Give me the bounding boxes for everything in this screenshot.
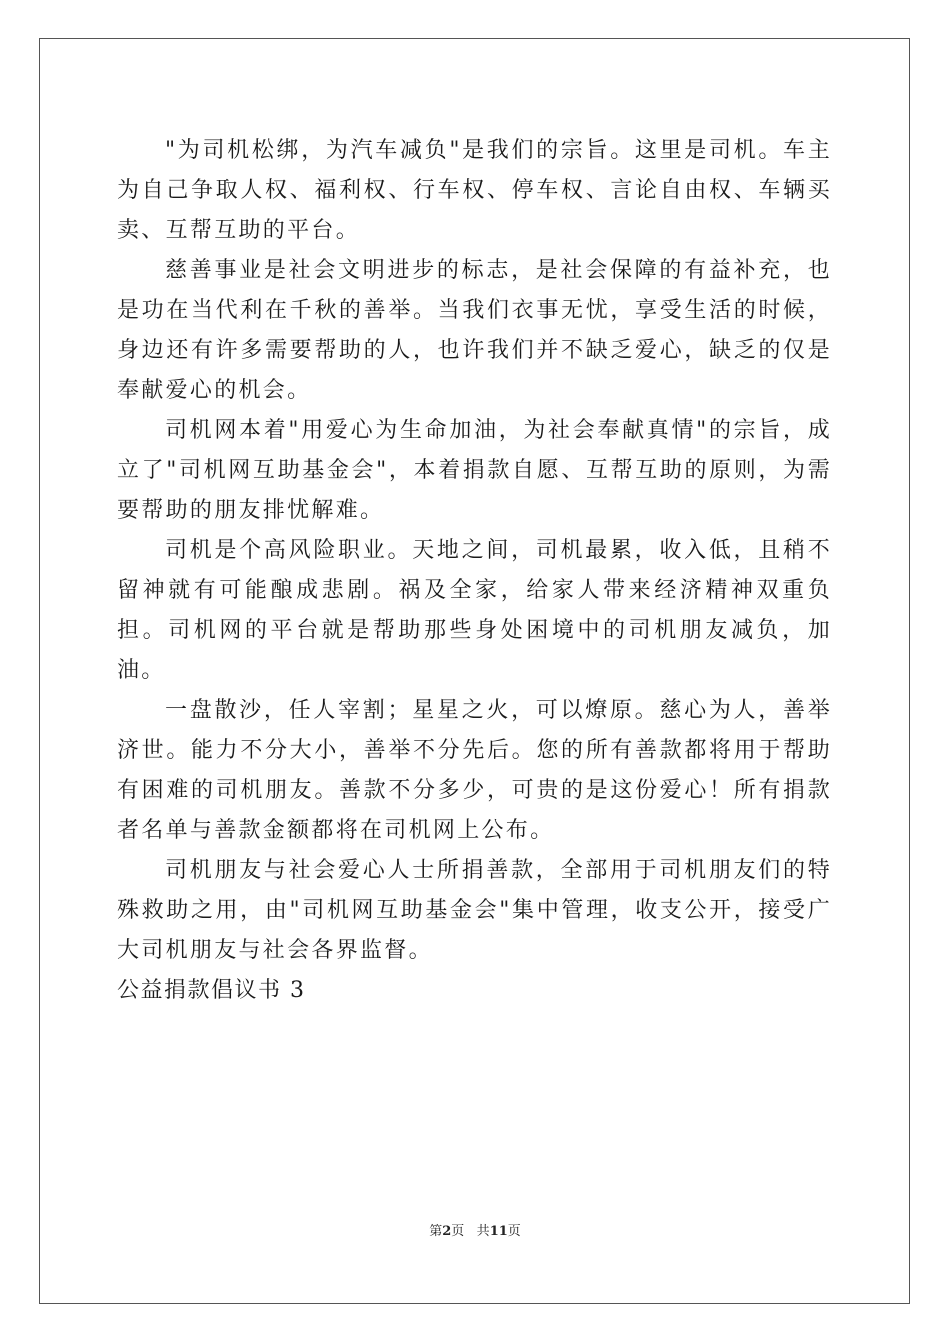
paragraph-4: 司机是个高风险职业。天地之间，司机最累，收入低，且稍不留神就有可能酿成悲剧。祸及全家，给家人带来经济精神双重负担。司机网的平台就是帮助那些身处困境中的司机朋友减负，加油。: [117, 538, 832, 683]
paragraph-6: 司机朋友与社会爱心人士所捐善款，全部用于司机朋友们的特殊救助之用，由"司机网互助基金会"集中管理，收支公开，接受广大司机朋友与社会各界监督。: [117, 858, 832, 963]
total-unit: 页: [507, 1224, 521, 1239]
page-unit: 页: [451, 1224, 465, 1239]
page-footer: [0, 1220, 950, 1239]
page-current: 2: [442, 1224, 452, 1239]
page-total: 11: [489, 1224, 508, 1239]
page-prefix: 第: [429, 1224, 443, 1239]
paragraph-3: 司机网本着"用爱心为生命加油，为社会奉献真情"的宗旨，成立了"司机网互助基金会"，本着捐款自愿、互帮互助的原则，为需要帮助的朋友排忧解难。: [117, 418, 832, 523]
document-body: [117, 131, 832, 1011]
paragraph-2: 慈善事业是社会文明进步的标志，是社会保障的有益补充，也是功在当代利在千秋的善举。当我们衣事无忧，享受生活的时候，身边还有许多需要帮助的人，也许我们并不缺乏爱心，缺乏的仅是奉献爱心的机会。: [117, 258, 832, 403]
section-heading: 公益捐款倡议书 3: [117, 978, 306, 1003]
total-prefix: 共: [476, 1224, 490, 1239]
paragraph-5: 一盘散沙，任人宰割；星星之火，可以燎原。慈心为人，善举济世。能力不分大小，善举不分先后。您的所有善款都将用于帮助有困难的司机朋友。善款不分多少，可贵的是这份爱心！所有捐款者名单与善款金额都将在司机网上公布。: [117, 698, 832, 843]
paragraph-1: "为司机松绑，为汽车减负"是我们的宗旨。这里是司机。车主为自己争取人权、福利权、行车权、停车权、言论自由权、车辆买卖、互帮互助的平台。: [117, 138, 832, 243]
